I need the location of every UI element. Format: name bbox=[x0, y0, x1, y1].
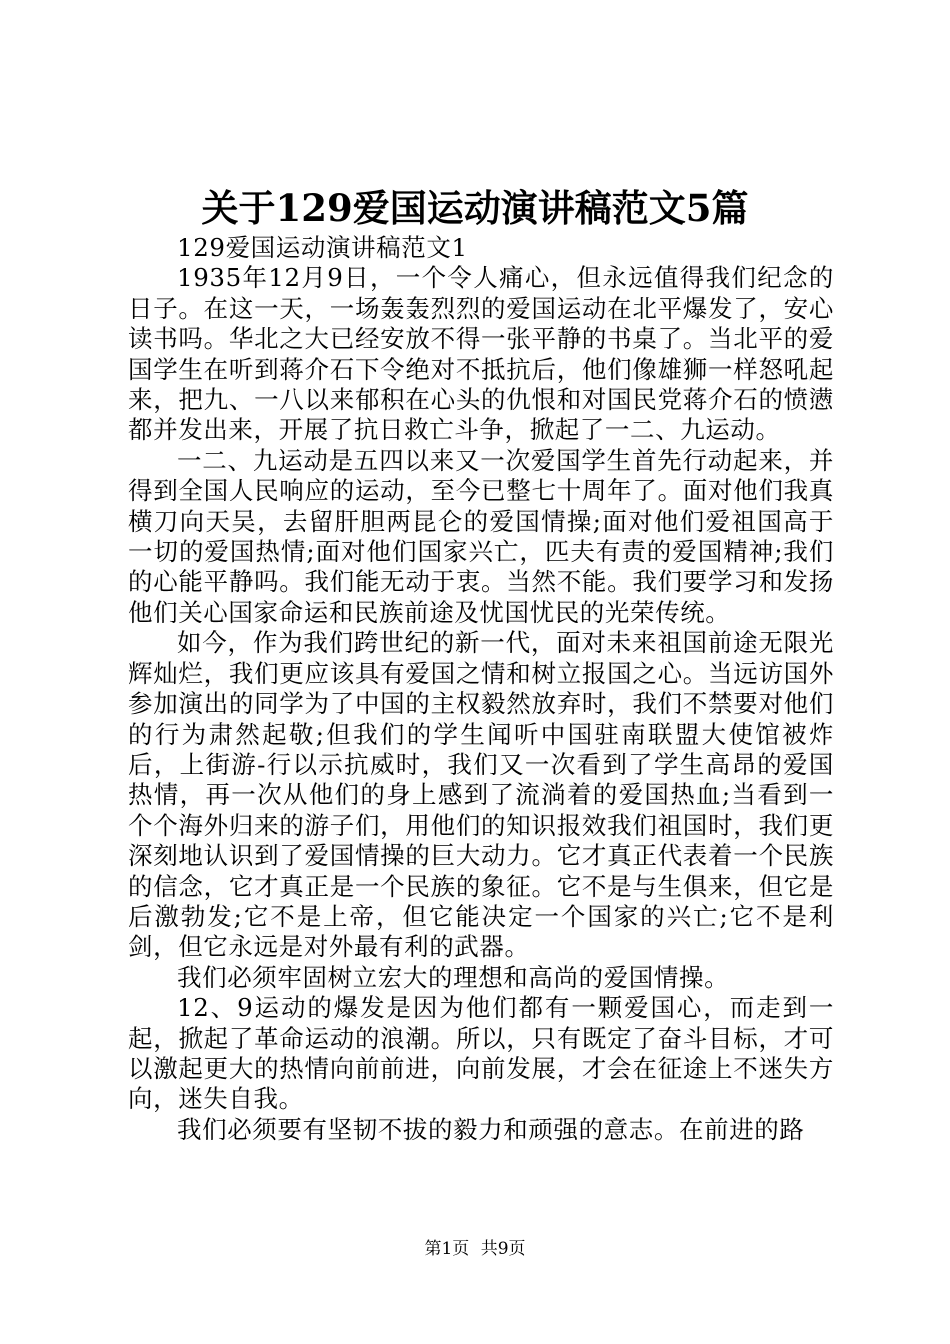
document-body bbox=[128, 233, 834, 1145]
section-heading: 129爱国运动演讲稿范文1 bbox=[177, 233, 468, 262]
document-title: 关于129爱国运动演讲稿范文5篇 bbox=[201, 186, 749, 230]
paragraph: 我们必须要有坚韧不拔的毅力和顽强的意志。在前进的路 bbox=[177, 1114, 805, 1144]
paragraph: 12、9运动的爆发是因为他们都有一颗爱国心，而走到一起，掀起了革命运动的浪潮。所以，只有既定了奋斗目标，才可以激起更大的热情向前前进，向前发展，才会在征途上不迷失方向，迷失自我。 bbox=[128, 993, 834, 1114]
page-number: 第1页 bbox=[424, 1239, 470, 1259]
paragraph: 我们必须牢固树立宏大的理想和高尚的爱国情操。 bbox=[177, 962, 730, 992]
paragraph: 一二、九运动是五四以来又一次爱国学生首先行动起来，并得到全国人民响应的运动，至今已整七十周年了。面对他们我真横刀向天吴，去留肝胆两昆仑的爱国情操;面对他们爱祖国高于一切的爱国热情;面对他们国家兴亡，匹夫有责的爱国精神;我们的心能平静吗。我们能无动于衷。当然不能。我们要学习和发扬他们关心国家命运和民族前途及忧国忧民的光荣传统。 bbox=[128, 445, 834, 627]
paragraph: 1935年12月9日，一个令人痛心，但永远值得我们纪念的日子。在这一天，一场轰轰烈烈的爱国运动在北平爆发了，安心读书吗。华北之大已经安放不得一张平静的书桌了。当北平的爱国学生在听到蒋介石下令绝对不抵抗后，他们像雄狮一样怒吼起来，把九、一八以来郁积在心头的仇恨和对国民党蒋介石的愤懑都并发出来，开展了抗日救亡斗争，掀起了一二、九运动。 bbox=[128, 263, 834, 445]
paragraph: 如今，作为我们跨世纪的新一代，面对未来祖国前途无限光辉灿烂，我们更应该具有爱国之情和树立报国之心。当远访国外参加演出的同学为了中国的主权毅然放弃时，我们不禁要对他们的行为肃然起敬;但我们的学生闻听中国驻南联盟大使馆被炸后，上街游-行以示抗威时，我们又一次看到了学生高昂的爱国热情，再一次从他们的身上感到了流淌着的爱国热血;当看到一个个海外归来的游子们，用他们的知识报效我们祖国时，我们更深刻地认识到了爱国情操的巨大动力。它才真正代表着一个民族的信念，它才真正是一个民族的象征。它不是与生俱来，但它是后激勃发;它不是上帝，但它能决定一个国家的兴亡;它不是利剑，但它永远是对外最有利的武器。 bbox=[128, 628, 834, 962]
page-total: 共9页 bbox=[480, 1239, 526, 1259]
page-footer bbox=[0, 1238, 950, 1260]
